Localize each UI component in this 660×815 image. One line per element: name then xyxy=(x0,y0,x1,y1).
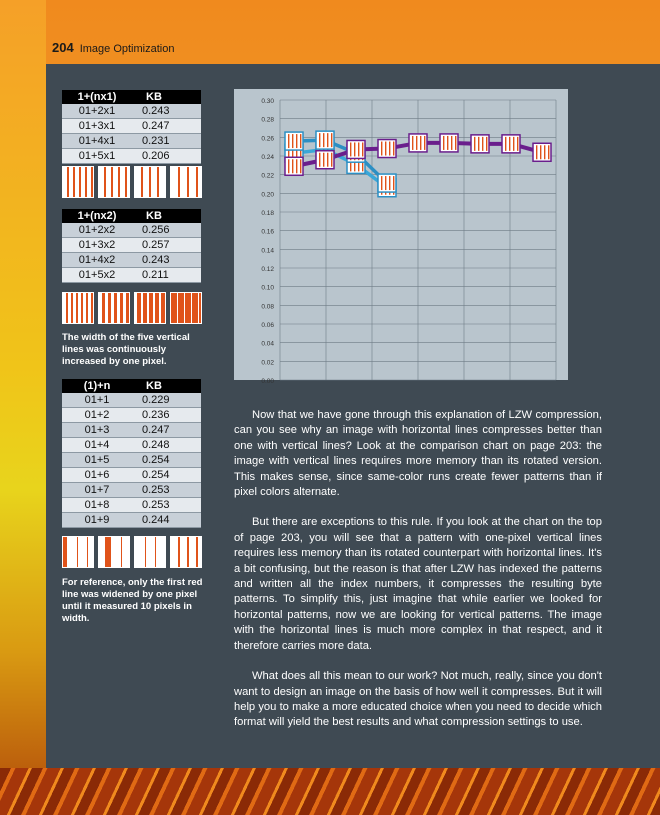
cell-kb: 0.253 xyxy=(142,484,170,496)
table-row xyxy=(62,438,201,453)
paragraph-2: But there are exceptions to this rule. If you look at the chart on the top of page 203, you will see that a pattern with one-pixel vertical lines requires less memory than its rotated counterpart with horizontal lines. It's a bit confusing, but the reason is that after LZW has indexed the patterns and written all the index numbers, it compresses the resulting byte patterns. To simplify this, just imagine that while earlier we looked for horizontal patterns, now we are looking for vertical patterns. The image with the horizontal lines is much more complex in that respect, and it therefore carries more data. xyxy=(234,516,602,652)
pattern-swatch xyxy=(98,292,130,324)
table-row xyxy=(62,498,201,513)
cell-pattern: 01+3x1 xyxy=(78,120,116,132)
cell-pattern: 01+2 xyxy=(84,409,110,421)
cell-pattern: 01+7 xyxy=(84,484,110,496)
table-row xyxy=(62,408,201,423)
data-point-marker xyxy=(533,143,551,161)
table-row xyxy=(62,453,201,468)
y-tick-label: 0.04 xyxy=(261,340,274,348)
cell-pattern: 01+6 xyxy=(84,469,110,481)
cell-kb: 0.244 xyxy=(142,514,170,526)
cell-pattern: 01+3x2 xyxy=(78,239,116,251)
y-tick-label: 0.20 xyxy=(261,191,274,199)
table-row xyxy=(62,483,201,498)
pattern-swatch xyxy=(98,536,130,568)
pattern-swatch xyxy=(134,292,166,324)
cell-pattern: 01+5x1 xyxy=(78,150,116,162)
table-row xyxy=(62,149,201,164)
table-row xyxy=(62,119,201,134)
cell-kb: 0.243 xyxy=(142,254,170,266)
data-point-marker xyxy=(285,132,303,150)
data-point-marker xyxy=(285,157,303,175)
y-tick-label: 0.00 xyxy=(261,378,274,385)
data-point-marker xyxy=(316,131,334,149)
col-header-pattern: 1+(nx2) xyxy=(77,210,117,222)
chapter-title: Image Optimization xyxy=(79,43,175,55)
cell-pattern: 01+4x2 xyxy=(78,254,116,266)
col-header-kb: KB xyxy=(146,91,162,103)
table-row xyxy=(62,468,201,483)
table-row xyxy=(62,393,201,408)
cell-kb: 0.247 xyxy=(142,120,170,132)
col-header-kb: KB xyxy=(146,380,162,392)
cell-kb: 0.253 xyxy=(142,499,170,511)
caption-reference: For reference, only the first red line was widened by one pixel until it measured 10 pixels in width. xyxy=(62,577,203,624)
y-tick-label: 0.30 xyxy=(261,98,274,105)
pattern-swatch xyxy=(134,166,166,198)
data-point-marker xyxy=(378,140,396,158)
data-point-marker xyxy=(409,134,427,152)
table-row xyxy=(62,423,201,438)
pattern-swatch xyxy=(170,166,202,198)
body-text xyxy=(234,408,602,746)
data-point-marker xyxy=(471,135,489,153)
background-left-band xyxy=(0,0,46,815)
cell-kb: 0.229 xyxy=(142,394,170,406)
comparison-chart xyxy=(234,89,568,385)
data-point-marker xyxy=(378,174,396,192)
table-row xyxy=(62,134,201,149)
cell-pattern: 01+1 xyxy=(84,394,110,406)
table-row xyxy=(62,513,201,528)
y-tick-label: 0.16 xyxy=(261,228,274,236)
data-point-marker xyxy=(440,134,458,152)
data-point-marker xyxy=(316,151,334,169)
col-header-pattern: (1)+n xyxy=(83,380,111,392)
table-row xyxy=(62,253,201,268)
y-tick-label: 0.02 xyxy=(261,359,274,367)
col-header-kb: KB xyxy=(146,210,162,222)
table-row xyxy=(62,223,201,238)
cell-pattern: 01+5 xyxy=(84,454,110,466)
y-tick-label: 0.06 xyxy=(261,322,274,329)
data-point-marker xyxy=(502,135,520,153)
cell-pattern: 01+8 xyxy=(84,499,110,511)
y-tick-label: 0.08 xyxy=(261,303,274,311)
page-number: 204 xyxy=(52,40,74,55)
cell-pattern: 01+2x1 xyxy=(78,105,116,117)
table-row xyxy=(62,268,201,283)
table-nx2 xyxy=(62,209,201,283)
pattern-swatch xyxy=(134,536,166,568)
paragraph-3: What does all this mean to our work? Not much, really, since you don't want to design an image on the basis of how well it compresses. But it will help you to make a more educated choice when you need to decide which format will yield the best results and what compression settings to use. xyxy=(234,670,602,729)
data-point-marker xyxy=(347,140,365,158)
cell-pattern: 01+4x1 xyxy=(78,135,116,147)
y-tick-label: 0.24 xyxy=(261,154,274,161)
y-tick-label: 0.18 xyxy=(261,210,274,217)
table-row xyxy=(62,104,201,119)
caption-vertical-lines: The width of the five vertical lines was continuously increased by one pixel. xyxy=(62,332,190,367)
cell-kb: 0.236 xyxy=(142,409,170,421)
cell-pattern: 01+4 xyxy=(84,439,110,451)
y-tick-label: 0.14 xyxy=(261,247,274,255)
cell-kb: 0.231 xyxy=(142,135,170,147)
cell-pattern: 01+5x2 xyxy=(78,269,116,281)
cell-kb: 0.248 xyxy=(142,439,170,451)
pattern-swatch xyxy=(170,292,202,324)
cell-kb: 0.256 xyxy=(142,224,170,236)
y-tick-label: 0.12 xyxy=(261,266,274,273)
swatches-1n xyxy=(62,536,202,568)
paragraph-1: Now that we have gone through this explanation of LZW compression, can you see why an image with horizontal lines compresses better than one with vertical lines? Look at the comparison chart on page 203: the image with vertical lines requires more memory than its rotated version. This makes sense, since same-color runs create fewer patterns than if pixel colors alternate. xyxy=(234,409,602,499)
pattern-swatch xyxy=(98,166,130,198)
cell-kb: 0.206 xyxy=(142,150,170,162)
cell-pattern: 01+2x2 xyxy=(78,224,116,236)
pattern-swatch xyxy=(62,292,94,324)
pattern-swatch xyxy=(62,536,94,568)
table-header xyxy=(62,90,201,104)
pattern-swatch xyxy=(170,536,202,568)
page-header xyxy=(52,40,174,56)
table-header xyxy=(62,209,201,223)
y-tick-label: 0.26 xyxy=(261,135,274,143)
cell-kb: 0.211 xyxy=(142,269,169,281)
swatches-nx1 xyxy=(62,166,202,198)
cell-kb: 0.254 xyxy=(142,469,170,481)
cell-pattern: 01+3 xyxy=(84,424,110,436)
cell-kb: 0.257 xyxy=(142,239,170,251)
y-tick-label: 0.28 xyxy=(261,116,274,124)
pattern-swatch xyxy=(62,166,94,198)
table-row xyxy=(62,238,201,253)
table-header xyxy=(62,379,201,393)
cell-kb: 0.254 xyxy=(142,454,170,466)
table-nx1 xyxy=(62,90,201,164)
cell-kb: 0.243 xyxy=(142,105,170,117)
cell-kb: 0.247 xyxy=(142,424,170,436)
swatches-nx2 xyxy=(62,292,202,324)
background-bottom-pattern xyxy=(0,768,660,815)
col-header-pattern: 1+(nx1) xyxy=(77,91,117,103)
y-tick-label: 0.22 xyxy=(261,172,274,180)
cell-pattern: 01+9 xyxy=(84,514,110,526)
y-tick-label: 0.10 xyxy=(261,284,274,292)
chart-canvas xyxy=(234,89,568,385)
table-1n xyxy=(62,379,201,528)
